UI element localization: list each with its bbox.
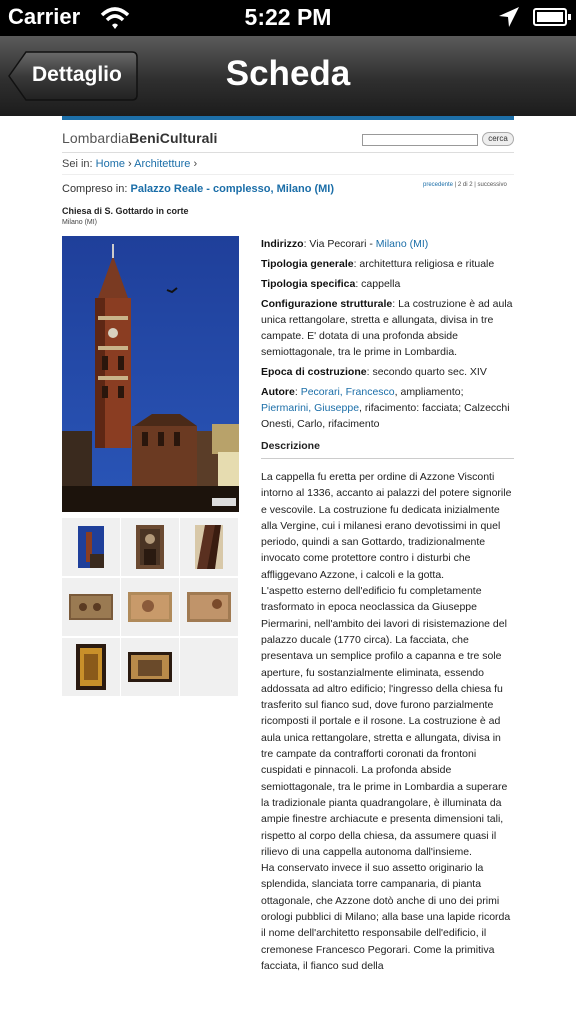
breadcrumb-prefix: Sei in: [62, 158, 96, 170]
pager-previous-link[interactable]: precedente [423, 182, 454, 188]
location-arrow-icon [498, 6, 520, 33]
battery-icon [533, 8, 567, 26]
thumbnail[interactable] [121, 518, 179, 576]
field-label: Tipologia specifica [261, 278, 356, 290]
nav-title: Scheda [225, 54, 351, 93]
record-title: Chiesa di S. Gottardo in corte [62, 206, 189, 216]
back-button-label: Dettaglio [32, 63, 122, 86]
description-paragraph: L'aspetto esterno dell'edificio fu completamente trasformato in epoca neoclassica da Giuseppe Piermarini, nell'ambito dei lavori di risistemazione del palazzo ducale (1770 circa). La facciata, che presentava un semplice profilo a capanna e tre sole aperture, fu sostanzialmente eliminata, essendo addossata ad altro edificio; l'ingresso della chiesa fu trasferito sul fianco sud, dove furono parzialmente ricomposti il portale e il rosone. La costruzione è ad aula unica rettangolare, stretta e allungata, divisa in tre campate da contrafforti coronati da frontoni cuspidati e pinnacoli. La profonda abside semiottagonale, tra le prime in Lombardia a superare la tradizionale pianta quadrangolare, è illuminata da ampie finestre archiacute e presenta dimensioni tali, rispetto al corpo della chiesa, da assumere quasi il rilievo di una cappella autonoma dall'insieme. [261, 585, 508, 858]
field-label: Configurazione strutturale [261, 298, 393, 310]
search-input[interactable] [362, 134, 478, 146]
thumbnail[interactable] [121, 578, 179, 636]
thumbnail[interactable] [62, 578, 120, 636]
status-bar [0, 0, 576, 36]
field-value: : architettura religiosa e rituale [353, 258, 495, 270]
thumbnail[interactable] [180, 518, 238, 576]
web-content[interactable] [0, 116, 576, 1024]
field-value: : cappella [355, 278, 401, 290]
thumbnail-grid [62, 518, 239, 698]
clock: 5:22 PM [244, 4, 332, 30]
author-link[interactable]: Pecorari, Francesco [300, 386, 395, 398]
field-label: Autore [261, 386, 295, 398]
thumbnail[interactable] [180, 578, 238, 636]
field-value: , ampliamento; [394, 386, 464, 398]
description-paragraph: La cappella fu eretta per ordine di Azzone Visconti intorno al 1336, accanto ai palazzi del potere signorile e vescovile. La costruzione fu dedicata inizialmente alla Vergine, cui i milanesi erano devotissimi in quel periodo, quindi a san Gottardo, tradizionalmente invocato come protettore contro i disturbi che affliggevano Azzone, i calcoli e la gotta. [261, 471, 512, 581]
breadcrumb-home-link[interactable]: Home [95, 158, 125, 170]
breadcrumb-end: › [190, 158, 198, 170]
parent-complex-label: Compreso in: [62, 183, 131, 195]
pager-next-link[interactable]: successivo [477, 182, 507, 188]
thumbnail-empty [180, 638, 238, 696]
pager-position: | 2 di 2 | [453, 182, 478, 188]
thumbnail[interactable] [121, 638, 179, 696]
field-value: : secondo quarto sec. XIV [366, 366, 487, 378]
record-pager [423, 182, 507, 188]
description-heading: Descrizione [261, 438, 514, 459]
field-epoca [261, 364, 514, 380]
description-body [261, 469, 514, 974]
site-logo[interactable] [62, 130, 217, 146]
field-indirizzo [261, 236, 514, 252]
navigation-bar [0, 36, 576, 117]
logo-text-1: Lombardia [62, 130, 130, 146]
accent-bar [62, 116, 514, 120]
parent-complex-link[interactable]: Palazzo Reale - complesso, Milano (MI) [130, 183, 335, 195]
thumbnail[interactable] [62, 638, 120, 696]
field-separator: : [294, 386, 301, 398]
field-tipologia-generale [261, 256, 514, 272]
field-label: Epoca di costruzione [261, 366, 367, 378]
description-paragraph: Ha conservato invece il suo assetto originario la splendida, slanciata torre campanaria, di pianta ottagonale, che Azzone dotò anche di uno dei primi orologi pubblici di Milano; alla base una lapide ricorda il nome dell'architetto responsabile dell'edificio, il cremonese Francesco Pegorari. Come la primitiva facciata, il fianco sud della [261, 862, 511, 972]
main-photo[interactable] [62, 236, 239, 512]
breadcrumb-separator: › [124, 158, 135, 170]
breadcrumb-section-link[interactable]: Architetture [134, 158, 191, 170]
divider [62, 152, 514, 153]
field-autore [261, 384, 514, 432]
field-value: : Via Pecorari - [303, 238, 376, 250]
field-value: : La costruzione è ad aula unica rettangolare, stretta e allungata, divisa in tre campate. E' dotata di una profonda abside semiottagonale, tra le prime in Lombardia. [261, 298, 513, 358]
field-label: Indirizzo [261, 238, 304, 250]
logo-text-2: BeniCulturali [129, 130, 218, 146]
thumbnail[interactable] [62, 518, 120, 576]
divider [62, 174, 514, 175]
record-location: Milano (MI) [62, 219, 98, 226]
field-configurazione [261, 296, 514, 360]
breadcrumb [62, 158, 197, 170]
field-value: , rifacimento: facciata; Calzecchi Onesti, Carlo, rifacimento [261, 402, 510, 430]
field-label: Tipologia generale [261, 258, 354, 270]
field-tipologia-specifica [261, 276, 514, 292]
carrier-name: Carrier [8, 4, 81, 29]
record-details [261, 236, 514, 974]
author-link[interactable]: Piermarini, Giuseppe [261, 402, 360, 414]
search-button[interactable]: cerca [482, 132, 514, 146]
city-link[interactable]: Milano (MI) [375, 238, 429, 250]
parent-complex [62, 183, 334, 195]
